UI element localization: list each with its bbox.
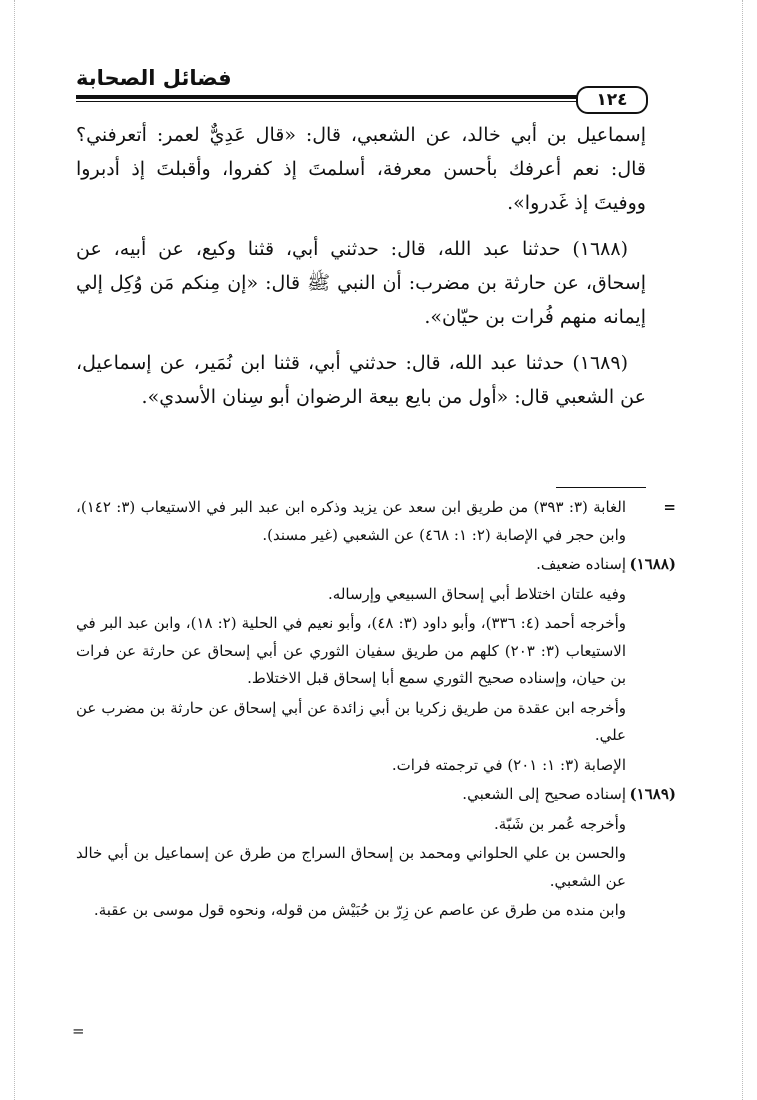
footnote-text: وأخرجه ابن عقدة من طريق زكريا بن أبي زائدة عن أبي إسحاق عن حارثة بن مضرب عن علي. — [76, 698, 626, 744]
running-header-title: فضائل الصحابة — [76, 66, 232, 90]
footnote-marker: (١٦٨٩) — [629, 785, 676, 803]
footnote-text: وأخرجه عُمر بن شَبّة. — [494, 814, 626, 833]
page-number: ١٢٤ — [576, 86, 648, 114]
paragraph: إسماعيل بن أبي خالد، عن الشعبي، قال: «قال عَدِيٌّ لعمر: أتعرفني؟ قال: نعم أعرفك بأحسن معرفة، أسلمتَ إذ كفروا، وأقبلتَ إذ أدبروا ووفيتَ إذ غَدروا». — [76, 124, 646, 214]
header-rule-thin — [76, 101, 646, 102]
footnote — [76, 551, 676, 781]
scan-margin-right — [742, 0, 743, 1100]
footnote-text: إسناده ضعيف. — [536, 555, 626, 573]
header-rule — [76, 95, 646, 99]
footnote-text: وابن منده من طرق عن عاصم عن زِرّ بن حُبَيْش من قوله، ونحوه قول موسى بن عقبة. — [93, 901, 626, 919]
footnote-text: وأخرجه أحمد (٤: ٣٣٦)، وأبو داود (٣: ٤٨)، وأبو نعيم في الحلية (٢: ١٨)، وابن عبد البر في الاستيعاب (٣: ٢٠٣) كلهم من طريق سفيان الثوري عن أبي إسحاق عن حارثة عن فرات بن حيان، وإسناده صحيح الثوري سمع أبا إسحاق قبل الاختلاط. — [76, 614, 626, 687]
footnote-separator — [556, 487, 646, 488]
footnote-text: الغابة (٣: ٣٩٣) من طريق ابن سعد عن يزيد وذكره ابن عبد البر في الاستيعاب (٣: ١٤٢)، وابن حجر في الإصابة (٢: ١: ٤٦٨) عن الشعبي (غير مسند). — [76, 498, 626, 544]
footnote-text: وفيه علتان اختلاط أبي إسحاق السبيعي وإرساله. — [328, 584, 626, 603]
paragraph: (١٦٨٩) حدثنا عبد الله، قال: حدثني أبي، قثنا ابن نُمَير، عن إسماعيل، عن الشعبي قال: «أول من بايع بيعة الرضوان أبو سِنان الأسدي». — [76, 352, 646, 408]
footnote — [76, 494, 676, 551]
footnote-text: والحسن بن علي الحلواني ومحمد بن إسحاق السراج من طرق عن إسماعيل بن أبي خالد عن الشعبي. — [76, 844, 626, 890]
footnote-marker: (١٦٨٨) — [629, 555, 676, 573]
main-text — [76, 118, 646, 426]
footnote — [76, 781, 676, 927]
continuation-marker: = — [72, 1022, 85, 1040]
footnotes — [76, 494, 676, 927]
paragraph: (١٦٨٨) حدثنا عبد الله، قال: حدثني أبي، قثنا وكيع، عن أبيه، عن إسحاق، عن حارثة بن مضرب: أن النبي ﷺ قال: «إن مِنكم مَن وُكِل إلي إيمانه منهم فُرات بن حيّان». — [76, 238, 646, 328]
footnote-text: إسناده صحيح إلى الشعبي. — [462, 785, 626, 803]
footnote-marker: = — [663, 498, 676, 516]
footnote-text: الإصابة (٣: ١: ٢٠١) في ترجمته فرات. — [391, 755, 626, 774]
scan-margin-left — [14, 0, 15, 1100]
